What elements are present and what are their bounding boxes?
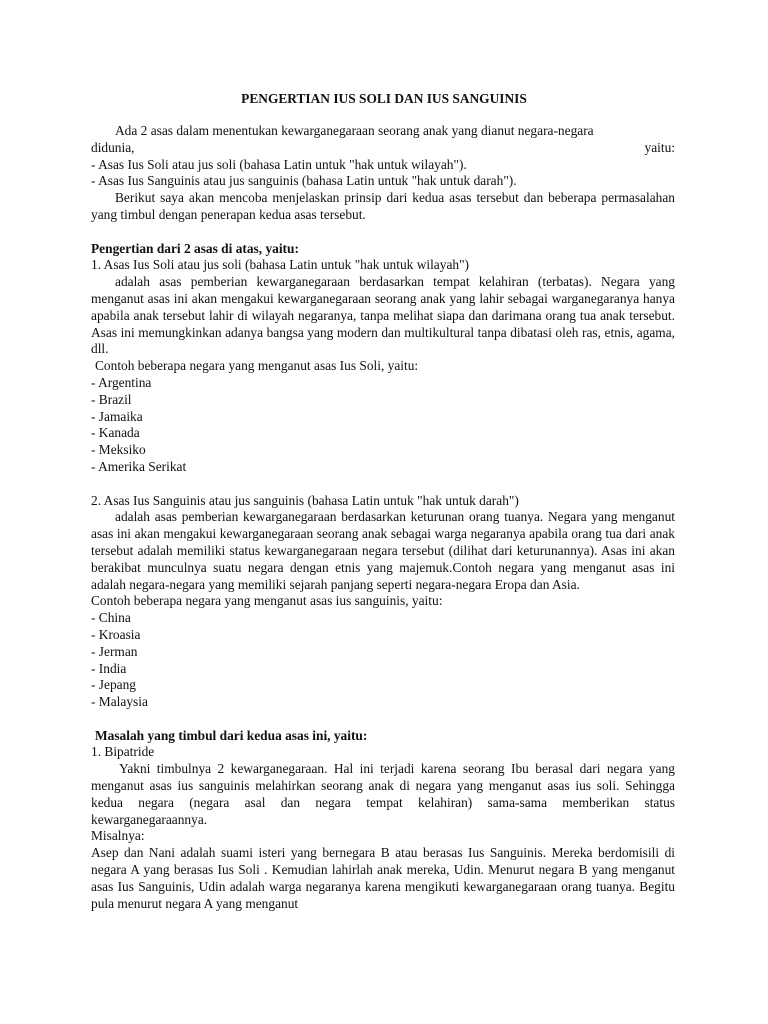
bipatride-title: 1. Bipatride: [91, 744, 155, 760]
spacer: [91, 476, 675, 493]
sanguinis-country-list: [91, 610, 675, 711]
intro-item-soli: - Asas Ius Soli atau jus soli (bahasa Latin untuk "hak untuk wilayah").: [91, 156, 467, 172]
list-item: - Brazil: [91, 391, 132, 407]
intro-line-2-right: yaitu:: [644, 139, 675, 155]
list-item: - India: [91, 660, 127, 676]
intro-line-1: Ada 2 asas dalam menentukan kewarganegaraan seorang anak yang dianut negara-negara: [115, 123, 594, 138]
soli-examples-intro: Contoh beberapa negara yang menganut asas Ius Soli, yaitu:: [95, 358, 419, 374]
page-title: PENGERTIAN IUS SOLI DAN IUS SANGUINIS: [241, 91, 527, 106]
list-item: - Meksiko: [91, 442, 146, 458]
sanguinis-description: adalah asas pemberian kewarganegaraan berdasarkan keturunan orang tuanya. Negara yang menganut asas ini akan mengakui kewarganegaraan seorang anak sebagai warga negaranya apabila orang tua dari anak tersebut adalah memiliki status kewarganegaraan negara tersebut (dilihat dari keturunannya). Asas ini akan berakibat munculnya suatu negara dengan etnis yang majemuk.Contoh negara yang menganut asas ini adalah negara-negara yang memiliki sejarah panjang seperti negara-negara Eropa dan Asia.: [91, 509, 675, 592]
list-item: - Jerman: [91, 643, 138, 659]
list-item: - Amerika Serikat: [91, 458, 187, 474]
intro-paragraph: Berikut saya akan mencoba menjelaskan prinsip dari kedua asas tersebut dan beberapa permasalahan yang timbul dengan penerapan kedua asas tersebut.: [91, 190, 675, 222]
spacer: [91, 224, 675, 241]
list-item: - Jepang: [91, 677, 136, 693]
intro-line-2-left: didunia,: [91, 139, 135, 155]
example-text: Asep dan Nani adalah suami isteri yang bernegara B atau berasas Ius Sanguinis. Mereka berdomisili di negara A yang berasas Ius Soli . Kemudian lahirlah anak mereka, Udin. Menurut negara B yang menganut asas Ius Sanguinis, Udin adalah warga negaranya karena mengikuti kewarganegaraan orang tuanya. Begitu pula menurut negara A yang menganut: [91, 845, 675, 911]
bipatride-description: Yakni timbulnya 2 kewarganegaraan. Hal ini terjadi karena seorang Ibu berasal dari negara yang menganut asas ius sanguinis melahirkan seorang anak di negara yang menganut asas ius soli. Sehingga kedua negara (negara asal dan negara tempat kelahiran) sama-sama memberikan status kewarganegaraannya.: [91, 761, 675, 827]
soli-country-list: [91, 375, 675, 476]
spacer: [91, 711, 675, 728]
intro-item-sanguinis: - Asas Ius Sanguinis atau jus sanguinis (bahasa Latin untuk "hak untuk darah").: [91, 173, 517, 189]
definitions-heading: Pengertian dari 2 asas di atas, yaitu:: [91, 240, 299, 256]
list-item: - Jamaika: [91, 408, 143, 424]
document-body: [91, 123, 675, 912]
soli-title: 1. Asas Ius Soli atau jus soli (bahasa Latin untuk "hak untuk wilayah"): [91, 257, 470, 273]
intro-line-2: [91, 140, 675, 157]
sanguinis-title: 2. Asas Ius Sanguinis atau jus sanguinis (bahasa Latin untuk "hak untuk darah"): [91, 492, 519, 508]
soli-description: adalah asas pemberian kewarganegaraan berdasarkan tempat kelahiran (terbatas). Negara yang menganut asas ini akan mengakui kewarganegaraan seorang anak yang lahir sebagai warganegaranya hanya apabila anak tersebut lahir di wilayah negaranya, tanpa melihat siapa dan darimana orang tua anak tersebut. Asas ini memungkinkan adanya bangsa yang modern dan multikultural tanpa dibatasi oleh ras, etnis, agama, dll.: [91, 274, 675, 357]
list-item: - Argentina: [91, 374, 152, 390]
list-item: - China: [91, 610, 131, 626]
sanguinis-examples-intro: Contoh beberapa negara yang menganut asas ius sanguinis, yaitu:: [91, 593, 443, 609]
problems-heading: Masalah yang timbul dari kedua asas ini, yaitu:: [95, 727, 368, 743]
list-item: - Malaysia: [91, 694, 148, 710]
list-item: - Kanada: [91, 425, 140, 441]
example-label: Misalnya:: [91, 828, 145, 844]
list-item: - Kroasia: [91, 626, 141, 642]
